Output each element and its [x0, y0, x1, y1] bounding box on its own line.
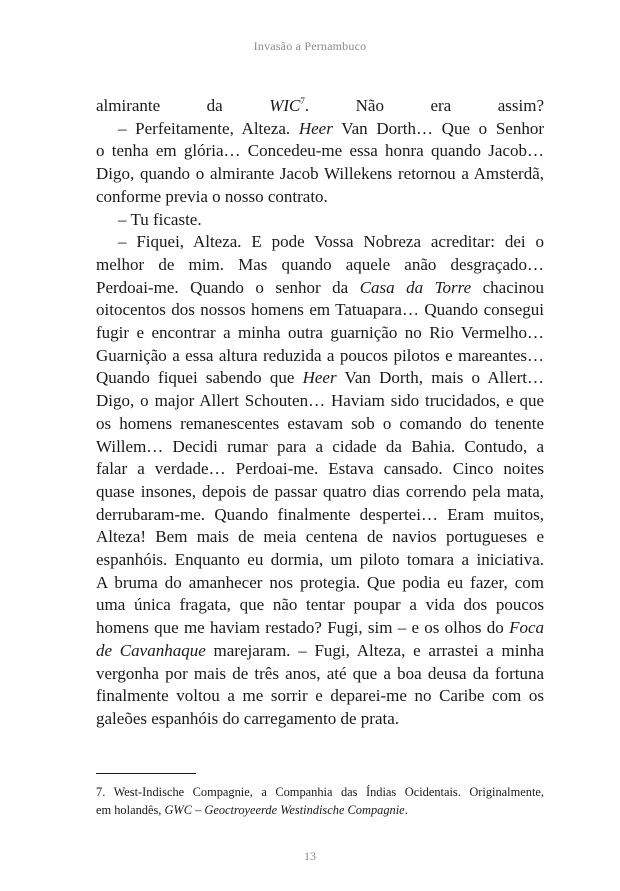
text-line: espanhóis. Enquanto eu dormia, um piloto tomara a iniciativa.: [96, 550, 544, 570]
text-line: oitocentos dos nossos homens em Tatuapara… Quando consegui: [96, 300, 544, 320]
text-line: Perdoai-me. Quando o senhor da Casa da Torre chacinou: [96, 277, 544, 297]
body-text: [96, 95, 544, 731]
text-line: Quando fiquei sabendo que Heer Van Dorth, mais o Allert…: [96, 368, 544, 388]
footnote: [96, 784, 544, 819]
text-line: – Perfeitamente, Alteza. Heer Van Dorth… Que o Senhor: [118, 118, 544, 138]
text-line: de Cavanhaque marejaram. – Fugi, Alteza, e arrastei a minha: [96, 640, 544, 660]
text-line: Willem… Decidi rumar para a cidade da Bahia. Contudo, a: [96, 436, 544, 456]
text-line: Digo, o major Allert Schouten… Haviam sido trucidados, e que: [96, 391, 544, 411]
text-line: Guarnição a essa altura reduzida a poucos pilotos e mareantes…: [96, 345, 544, 365]
footnote-divider: [96, 773, 196, 774]
text-line: homens que me haviam restado? Fugi, sim – e os olhos do Foca: [96, 618, 544, 638]
text-line: – Tu ficaste.: [118, 209, 202, 229]
footnote-line: em holandês, GWC – Geoctroyeerde Westindische Compagnie.: [96, 802, 408, 817]
footnote-marker: 7: [300, 96, 305, 106]
text-line: vergonha por mais de três anos, até que a boa deusa da fortuna: [96, 663, 544, 683]
text-line: quase insones, depois de passar quatro dias correndo pela mata,: [96, 481, 544, 501]
text-line: o tenha em glória… Concedeu-me essa honra quando Jacob…: [96, 141, 544, 161]
text-line: – Fiquei, Alteza. E pode Vossa Nobreza acreditar: dei o: [118, 232, 544, 252]
text-line: galeões espanhóis do carregamento de prata.: [96, 708, 400, 728]
text-line: almirante da WIC$^7$. Não era assim?: [96, 96, 544, 115]
running-head: Invasão a Pernambuco: [253, 39, 367, 53]
text-line: A bruma do amanhecer nos protegia. Que podia eu fazer, com: [96, 572, 544, 592]
text-line: Digo, quando o almirante Jacob Willekens retornou a Amsterdã,: [96, 164, 544, 184]
footnote-line: 7. West-Indische Compagnie, a Companhia das Índias Ocidentais. Originalmente,: [96, 785, 544, 799]
text-line: os homens remanescentes estavam sob o comando do tenente: [96, 413, 544, 433]
text-line: uma única fragata, que não tentar poupar a vida dos poucos: [96, 595, 544, 615]
text-line: Alteza! Bem mais de meia centena de navios portugueses e: [96, 527, 544, 547]
text-line: falar a verdade… Perdoai-me. Estava cansado. Cinco noites: [96, 459, 544, 479]
text-line: melhor de mim. Mas quando aquele anão desgraçado…: [96, 254, 544, 274]
text-line: finalmente voltou a me sorrir e deparei-me no Caribe com os: [96, 686, 544, 706]
wic-italic: WIC: [269, 96, 301, 115]
text-line: conforme previa o nosso contrato.: [96, 186, 328, 206]
text-line: derrubaram-me. Quando finalmente despertei… Eram muitos,: [96, 504, 544, 524]
page-number: 13: [304, 849, 316, 863]
text-line: fugir e encontrar a minha outra guarnição no Rio Vermelho…: [96, 323, 544, 343]
